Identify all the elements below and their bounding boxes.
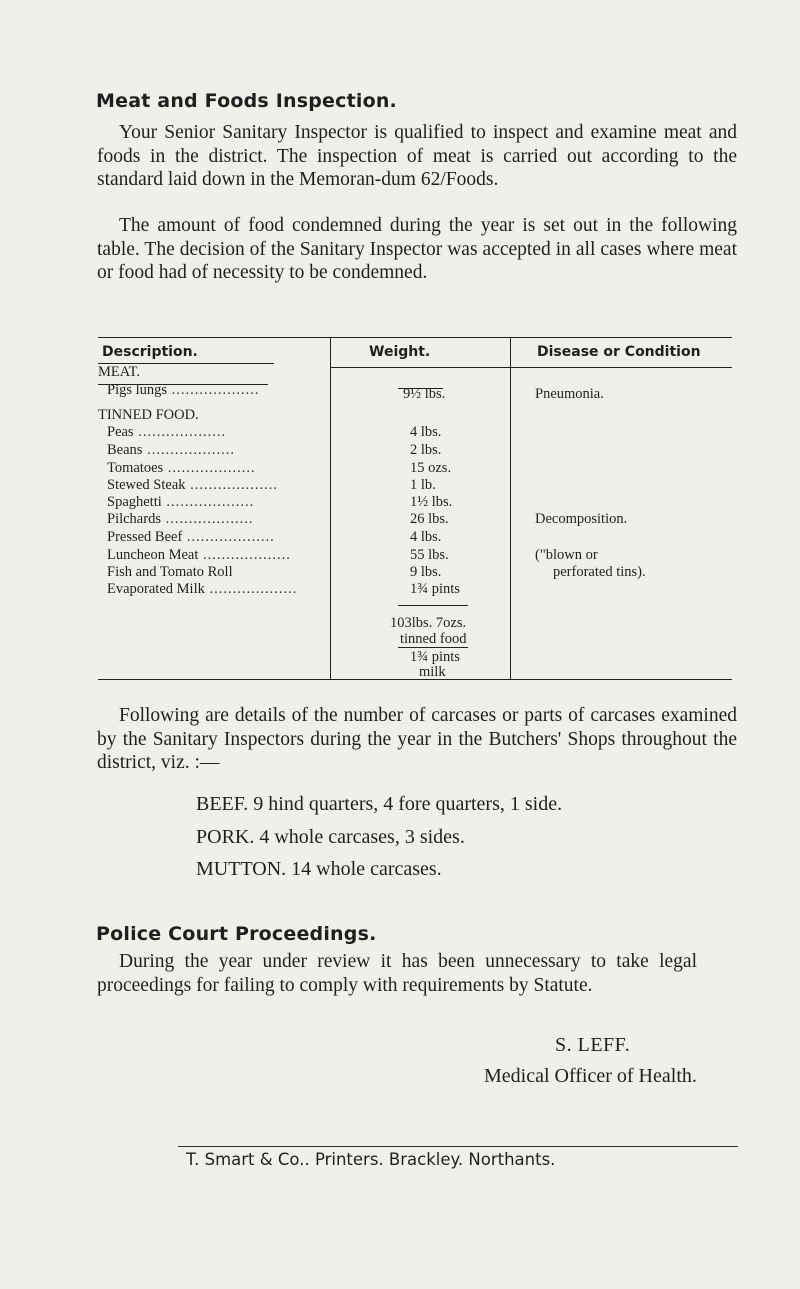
beef-line: BEEF. 9 hind quarters, 4 fore quarters, 1 side. xyxy=(196,793,563,815)
weight-cell: 15 ozs. xyxy=(410,460,452,476)
table-row: Pressed Beef ..... xyxy=(107,529,275,546)
weight-cell: 26 lbs. xyxy=(410,511,449,527)
printer-footer: T. Smart & Co.. Printers. Brackley. Northants. xyxy=(186,1150,556,1169)
weight-cell: 1 lb. xyxy=(410,477,436,493)
table-row: Luncheon Meat ..... xyxy=(107,547,291,564)
weight-cell: 9 lbs. xyxy=(410,564,442,580)
table-row: Stewed Steak ..... xyxy=(107,477,278,494)
table-row: Peas ..... xyxy=(107,424,226,441)
footer-rule xyxy=(178,1146,738,1147)
table-row: Beans ..... xyxy=(107,442,235,459)
milk-total-label: milk xyxy=(419,664,446,680)
column-divider-2 xyxy=(510,338,511,680)
table-row: Spaghetti ..... xyxy=(107,494,254,511)
condemned-food-table xyxy=(98,330,732,680)
signature-name: S. LEFF. xyxy=(555,1034,631,1056)
condition-note-line2: perforated tins). xyxy=(553,564,646,580)
weight-cell: 2 lbs. xyxy=(410,442,442,458)
weight-cell: 1¾ pints xyxy=(410,581,460,597)
meat-group-label: MEAT. xyxy=(98,364,141,380)
description-header: Description. xyxy=(102,344,198,360)
meat-inspection-heading: Meat and Foods Inspection. xyxy=(96,90,397,112)
meat-weight: 9½ lbs. xyxy=(403,386,446,402)
tinned-total-amount: 103lbs. 7ozs. xyxy=(390,615,467,631)
carcases-paragraph: Following are details of the number of carcases or parts of carcases examined by the Sanitary Inspectors during the year in the Butchers' Shops throughout the district, viz. :— xyxy=(97,705,737,773)
condition-header: Disease or Condition xyxy=(537,344,701,360)
weight-cell: 4 lbs. xyxy=(410,424,442,440)
weight-header-rule xyxy=(331,367,510,368)
table-row: Tomatoes ..... xyxy=(107,460,256,477)
weight-cell: 4 lbs. xyxy=(410,529,442,545)
signature-title: Medical Officer of Health. xyxy=(484,1065,697,1087)
table-row: Evaporated Milk ..... xyxy=(107,581,297,598)
table-row: Pilchards ..... xyxy=(107,511,253,528)
condition-note-line1: ("blown or xyxy=(535,547,598,563)
mutton-line: MUTTON. 14 whole carcases. xyxy=(196,858,442,880)
table-row: Fish and Tomato Roll xyxy=(107,564,233,580)
tinned-group-label: TINNED FOOD. xyxy=(98,407,199,423)
tinned-total-rule xyxy=(398,605,468,606)
table-row: Pigs lungs ..... xyxy=(107,382,260,399)
table-top-rule xyxy=(98,337,732,338)
weight-cell: 55 lbs. xyxy=(410,547,449,563)
milk-total-amount: 1¾ pints xyxy=(410,649,460,665)
police-court-heading: Police Court Proceedings. xyxy=(96,923,377,945)
intro-paragraph: Your Senior Sanitary Inspector is qualified to inspect and examine meat and foods in the district. The inspection of meat is carried out according to the standard laid down in the Memoran-dum 62/Foods. xyxy=(97,122,737,190)
meat-condition: Pneumonia. xyxy=(535,386,604,402)
weight-header: Weight. xyxy=(369,344,431,360)
condemned-paragraph: The amount of food condemned during the year is set out in the following table. The decision of the Sanitary Inspector was accepted in all cases where meat or food had of necessity to be condemned. xyxy=(97,215,737,283)
table-bottom-rule xyxy=(98,679,732,680)
weight-cell: 1½ lbs. xyxy=(410,494,453,510)
pork-line: PORK. 4 whole carcases, 3 sides. xyxy=(196,826,465,848)
decomposition-label: Decomposition. xyxy=(535,511,628,527)
column-divider-1 xyxy=(330,338,331,680)
tinned-total-label: tinned food xyxy=(400,631,467,647)
police-court-paragraph: During the year under review it has been unnecessary to take legal proceedings for failing to comply with requirements by Statute. xyxy=(97,951,697,996)
condition-header-rule xyxy=(511,367,732,368)
